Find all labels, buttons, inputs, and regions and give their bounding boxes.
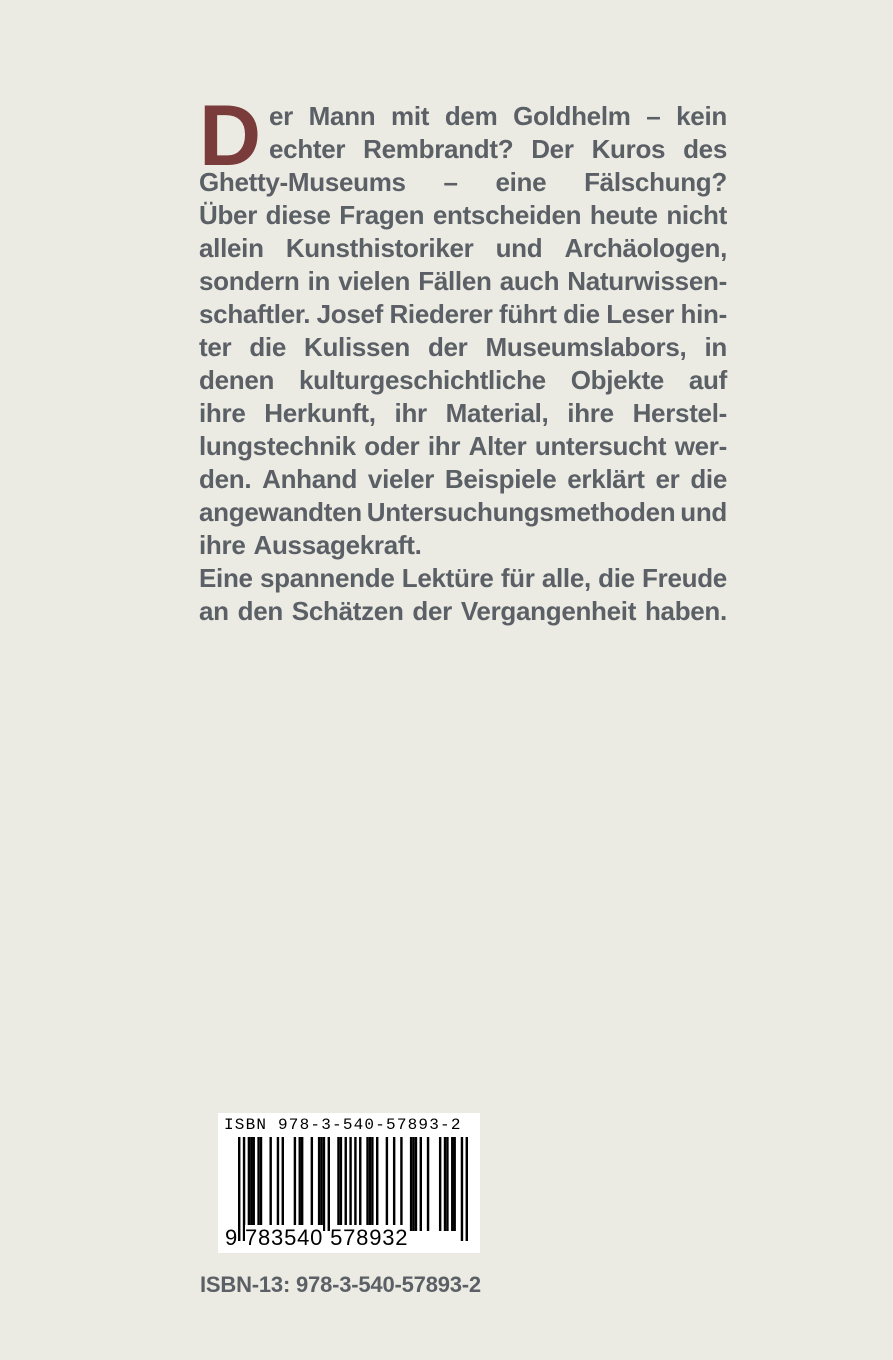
barcode-bar — [340, 1137, 342, 1231]
barcode-bar — [323, 1137, 325, 1231]
barcode-bar — [461, 1137, 463, 1241]
drop-cap: D — [199, 88, 261, 184]
blurb-word: Naturwissen- — [567, 266, 727, 296]
blurb-word: ihr — [394, 398, 427, 428]
blurb-word: er — [655, 464, 680, 494]
back-cover-blurb — [199, 88, 727, 628]
barcode-bar — [453, 1137, 455, 1231]
blurb-word: die — [598, 563, 635, 593]
barcode-bar — [257, 1137, 259, 1231]
barcode-bar — [277, 1137, 279, 1231]
blurb-word: ihre — [199, 530, 246, 560]
blurb-word: ihre — [567, 398, 614, 428]
barcode-right-group: 578932 — [330, 1225, 409, 1250]
blurb-line — [199, 529, 727, 562]
barcode-bar — [371, 1137, 373, 1231]
blurb-word: Riederer — [389, 299, 493, 329]
blurb-word: Alter — [468, 431, 527, 461]
blurb-word: Kulissen — [303, 332, 410, 362]
blurb-word: Vergangenheit — [460, 596, 637, 626]
barcode-bar — [311, 1137, 313, 1231]
barcode-bar — [420, 1137, 422, 1231]
blurb-word: den. — [199, 464, 252, 494]
blurb-line — [199, 595, 727, 628]
blurb-line — [199, 166, 727, 199]
barcode-bar — [410, 1137, 412, 1231]
blurb-word: auch — [499, 266, 560, 296]
blurb-word: dem — [444, 101, 498, 131]
blurb-line — [199, 496, 727, 529]
blurb-line — [199, 100, 727, 133]
barcode-bar — [359, 1137, 361, 1231]
barcode-bar — [269, 1137, 271, 1231]
blurb-word: Untersuchungsmethoden — [366, 497, 676, 527]
isbn13-label: ISBN-13: 978-3-540-57893-2 — [200, 1272, 481, 1297]
blurb-word: Fällen — [418, 266, 492, 296]
barcode-bar — [328, 1137, 330, 1231]
barcode-bar — [369, 1137, 371, 1231]
blurb-word: – — [443, 167, 458, 197]
blurb-word: nicht — [666, 200, 727, 230]
blurb-word: lungstechnik — [199, 431, 356, 461]
blurb-word: diese — [265, 200, 331, 230]
barcode-bar — [299, 1137, 301, 1231]
blurb-word: hin- — [680, 299, 727, 329]
blurb-word: angewandten — [199, 497, 362, 527]
blurb-word: Material, — [445, 398, 549, 428]
blurb-word: eine — [495, 167, 547, 197]
barcode-bar — [393, 1137, 395, 1231]
barcode-digits — [225, 1225, 408, 1251]
blurb-word: Rembrandt? — [363, 134, 514, 164]
blurb-word: schaftler. — [199, 299, 311, 329]
blurb-line — [199, 430, 727, 463]
blurb-word: erklärt — [567, 464, 645, 494]
barcode-bar — [294, 1137, 296, 1231]
blurb-word: haben. — [644, 596, 727, 626]
blurb-word: der — [427, 332, 468, 362]
blurb-word: Fälschung? — [584, 167, 727, 197]
barcode-bar — [318, 1137, 320, 1231]
blurb-word: die — [690, 464, 727, 494]
barcode-bar — [320, 1137, 322, 1231]
blurb-line — [199, 397, 727, 430]
blurb-word: sondern — [199, 266, 300, 296]
blurb-word: auf — [688, 365, 727, 395]
blurb-word: und — [495, 233, 543, 263]
barcode-bar — [466, 1137, 468, 1241]
blurb-line — [199, 562, 727, 595]
blurb-word: Goldhelm — [513, 101, 631, 131]
blurb-word: er — [269, 101, 293, 131]
blurb-word: wer- — [674, 431, 727, 461]
blurb-word: den — [237, 596, 283, 626]
blurb-word: in — [704, 332, 727, 362]
blurb-word: Aussagekraft. — [253, 530, 422, 560]
blurb-line — [199, 298, 727, 331]
blurb-line — [199, 265, 727, 298]
blurb-word: ter — [199, 332, 232, 362]
blurb-line — [199, 331, 727, 364]
blurb-word: an — [199, 596, 229, 626]
blurb-word: ihre — [199, 398, 246, 428]
blurb-word: Beispiele — [444, 464, 557, 494]
blurb-word: Eine — [199, 563, 253, 593]
blurb-word: kein — [676, 101, 727, 131]
barcode-bar — [253, 1137, 255, 1231]
barcode-bar — [248, 1137, 250, 1231]
blurb-word: Leser — [606, 299, 675, 329]
barcode-bar — [345, 1137, 347, 1231]
blurb-word: vieler — [367, 464, 435, 494]
blurb-word: Museumslabors, — [485, 332, 687, 362]
blurb-word: denen — [199, 365, 275, 395]
blurb-word: Kuros — [591, 134, 666, 164]
barcode-bar — [260, 1137, 262, 1231]
blurb-word: Objekte — [570, 365, 664, 395]
blurb-word: in — [307, 266, 331, 296]
blurb-word: heute — [589, 200, 658, 230]
barcode-bar — [250, 1137, 252, 1231]
blurb-word: spannende — [259, 563, 395, 593]
blurb-line — [199, 364, 727, 397]
barcode-bar — [366, 1137, 368, 1231]
blurb-line — [199, 133, 727, 166]
barcode-first-digit: 9 — [225, 1225, 239, 1250]
blurb-line — [199, 232, 727, 265]
blurb-word: Mann — [308, 101, 376, 131]
barcode-bar — [415, 1137, 417, 1231]
blurb-word: Über — [199, 200, 258, 230]
blurb-word: für — [500, 563, 535, 593]
barcode-bar — [282, 1137, 284, 1231]
blurb-word: Lektüre — [401, 563, 494, 593]
barcode-bar — [400, 1137, 402, 1231]
blurb-word: allein — [199, 233, 264, 263]
blurb-word: Der — [531, 134, 574, 164]
blurb-word: alle, — [541, 563, 591, 593]
barcode-bar — [337, 1137, 339, 1231]
blurb-word: führt — [498, 299, 557, 329]
blurb-word: echter — [269, 134, 346, 164]
blurb-line — [199, 199, 727, 232]
blurb-word: Archäologen, — [564, 233, 727, 263]
blurb-word: Josef — [316, 299, 384, 329]
blurb-line — [199, 463, 727, 496]
barcode-left-group: 783540 — [244, 1225, 324, 1250]
barcode-bar — [301, 1137, 303, 1231]
blurb-word: kulturgeschichtliche — [298, 365, 546, 395]
barcode-bar — [412, 1137, 414, 1231]
blurb-word: Schätzen — [291, 596, 404, 626]
barcode-isbn-label: ISBN 978-3-540-57893-2 — [224, 1116, 462, 1134]
blurb-word: der — [412, 596, 452, 626]
barcode-bar — [427, 1137, 429, 1231]
blurb-word: entscheiden — [432, 200, 582, 230]
barcode-bar — [451, 1137, 453, 1231]
blurb-word: Ghetty-Museums — [199, 167, 406, 197]
barcode-bar — [376, 1137, 378, 1231]
blurb-word: des — [683, 134, 727, 164]
blurb-word: Anhand — [262, 464, 358, 494]
blurb-word: oder — [364, 431, 420, 461]
blurb-word: mit — [391, 101, 430, 131]
barcode-bar — [386, 1137, 388, 1231]
barcode-bar — [439, 1137, 441, 1231]
blurb-word: Kunsthistoriker — [285, 233, 474, 263]
blurb-word: ihr — [427, 431, 461, 461]
blurb-word: die — [563, 299, 600, 329]
blurb-word: die — [249, 332, 286, 362]
blurb-word: – — [646, 101, 661, 131]
barcode-bar — [446, 1137, 448, 1231]
blurb-word: Freude — [642, 563, 727, 593]
blurb-word: und — [680, 497, 727, 527]
blurb-word: Herkunft, — [264, 398, 376, 428]
blurb-word: untersucht — [534, 431, 667, 461]
blurb-word: vielen — [338, 266, 411, 296]
barcode-bar — [444, 1137, 446, 1231]
blurb-word: Herstel- — [632, 398, 727, 428]
isbn-barcode — [218, 1113, 480, 1253]
blurb-word: Fragen — [339, 200, 425, 230]
